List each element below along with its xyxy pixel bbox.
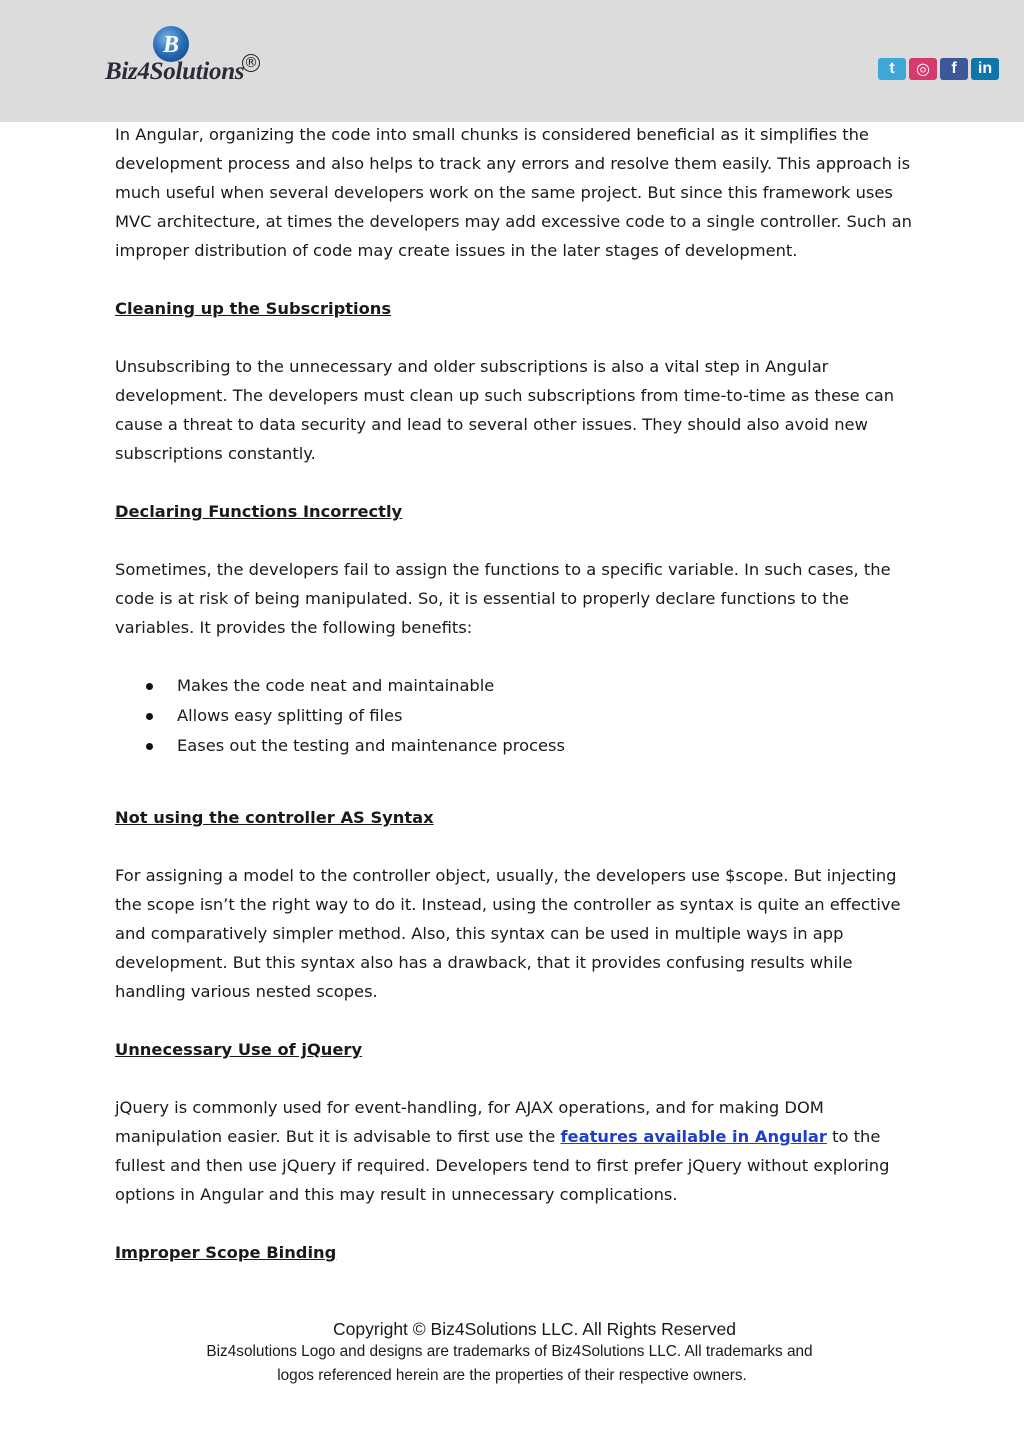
section-paragraph-functions: Sometimes, the developers fail to assign the functions to a specific variable. In such cases, the code is at risk of being manipulated. So, it is essential to properly declare functions to the variables. It provides the following benefits: (115, 560, 891, 637)
logo-text: Biz4Solutions (105, 58, 245, 85)
page-footer (0, 1318, 1024, 1388)
trademark-line: Biz4solutions Logo and designs are trademarks of Biz4Solutions LLC. All trademarks and (206, 1343, 813, 1360)
section-heading-controller-as: Not using the controller AS Syntax (115, 808, 434, 827)
twitter-icon[interactable]: t (878, 58, 906, 80)
section-heading-jquery: Unnecessary Use of jQuery (115, 1040, 363, 1059)
article-body (115, 120, 927, 1267)
section-heading-subscriptions: Cleaning up the Subscriptions (115, 299, 392, 318)
intro-paragraph: In Angular, organizing the code into small chunks is considered beneficial as it simplifies the development process and also helps to track any errors and resolve them easily. This approach is much useful when several developers work on the same project. But since this framework uses MVC architecture, at times the developers may add excessive code to a single controller. Such an improper distribution of code may create issues in the later stages of development. (115, 125, 912, 260)
list-item: Allows easy splitting of files (115, 701, 927, 731)
angular-features-link[interactable]: features available in Angular (560, 1127, 827, 1146)
section-paragraph-subscriptions: Unsubscribing to the unnecessary and older subscriptions is also a vital step in Angular development. The developers must clean up such subscriptions from time-to-time as these can cause a threat to data security and lead to several other issues. They should also avoid new subscriptions constantly. (115, 357, 895, 463)
section-paragraph-controller-as: For assigning a model to the controller object, usually, the developers use $scope. But injecting the scope isn’t the right way to do it. Instead, using the controller as syntax is quite an effective and comparatively simpler method. Also, this syntax can be used in multiple ways in app development. But this syntax also has a drawback, that it provides confusing results while handling various nested scopes. (115, 866, 901, 1001)
facebook-icon[interactable]: f (940, 58, 968, 80)
trademark-line-2: logos referenced herein are the properties of their respective owners. (277, 1367, 747, 1384)
list-item: Eases out the testing and maintenance process (115, 731, 927, 761)
jquery-text-before: jQuery is commonly used for event-handling, for AJAX operations, and for making DOM manipulation easier. But it is advisable to first use the (115, 1098, 824, 1146)
linkedin-icon[interactable]: in (971, 58, 999, 80)
section-paragraph-jquery (115, 1093, 927, 1209)
list-item: Makes the code neat and maintainable (115, 671, 927, 701)
page-header (0, 0, 1024, 122)
section-heading-scope-binding: Improper Scope Binding (115, 1243, 337, 1262)
section-heading-functions: Declaring Functions Incorrectly (115, 502, 403, 521)
jquery-text-after: to the fullest and then use jQuery if required. Developers tend to first prefer jQuery without exploring options in Angular and this may result in unnecessary complications. (115, 1127, 890, 1204)
benefits-list (115, 671, 927, 761)
company-logo[interactable] (105, 24, 265, 94)
registered-mark: ® (244, 55, 258, 71)
copyright-line: Copyright © Biz4Solutions LLC. All Rights Reserved (333, 1319, 736, 1339)
svg-text:B: B (162, 32, 180, 58)
social-links (878, 58, 999, 80)
instagram-icon[interactable]: ◎ (909, 58, 937, 80)
